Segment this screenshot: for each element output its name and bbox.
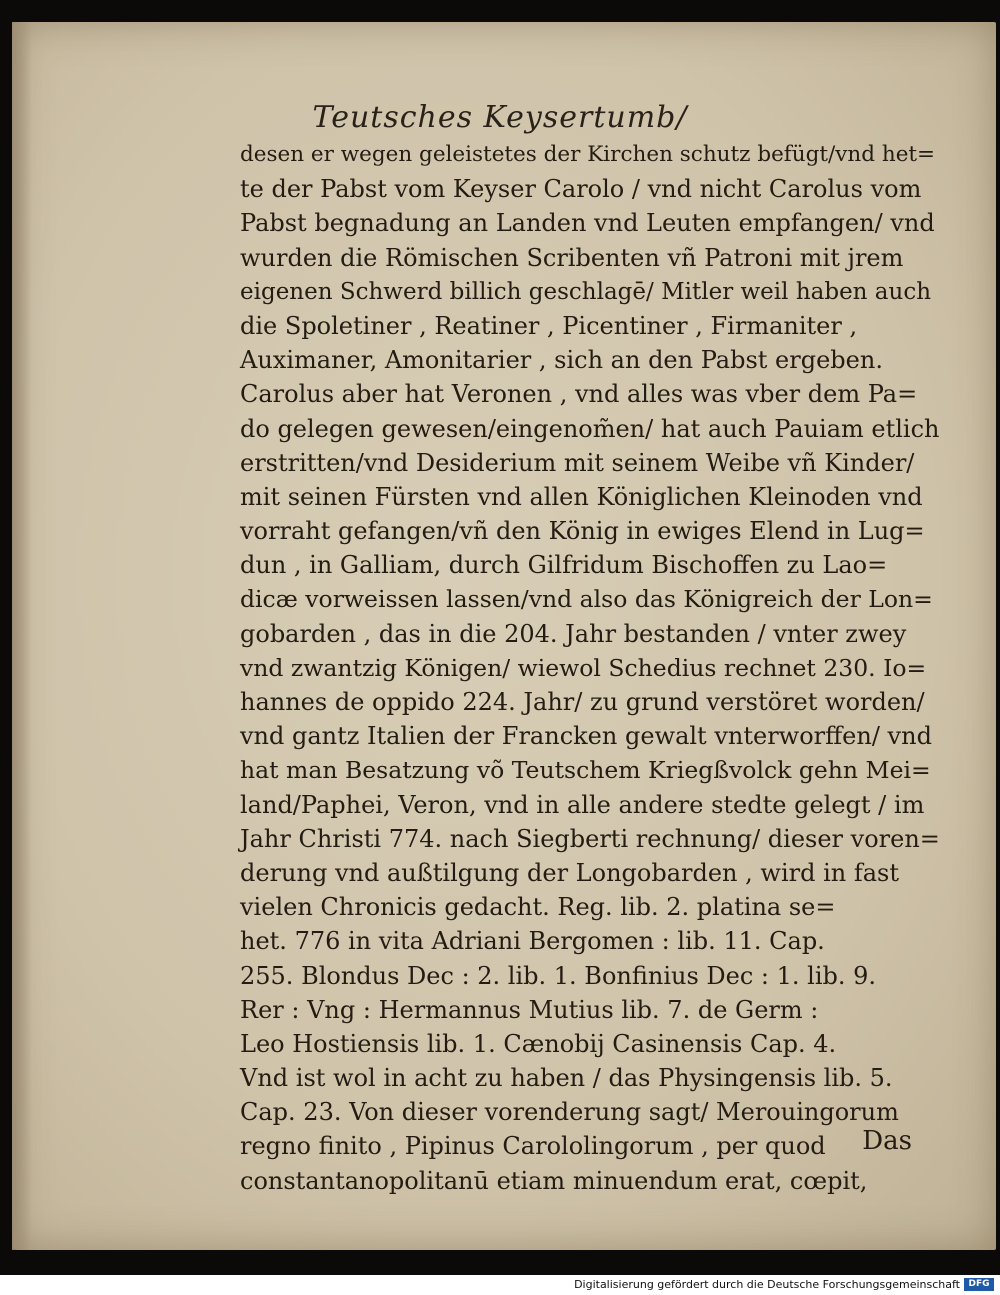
text-line: dicæ vorweissen lassen/vnd also das Königreich der Lon= (240, 585, 933, 614)
text-line: 255. Blondus Dec : 2. lib. 1. Bonfinius Dec : 1. lib. 9. (240, 961, 877, 990)
text-line: desen er wegen geleistetes der Kirchen schutz befügt/vnd het= (240, 142, 936, 167)
funding-notice: Digitalisierung gefördert durch die Deutsche Forschungsgemeinschaft (574, 1278, 960, 1291)
text-line: do gelegen gewesen/eingenom̃en/ hat auch Pauiam etlich (240, 414, 940, 443)
text-line: derung vnd außtilgung der Longobarden , wird in fast (240, 858, 899, 887)
text-line: Cap. 23. Von dieser vorenderung sagt/ Merouingorum (240, 1098, 899, 1127)
text-line: regno finito , Pipinus Carololingorum , per quod (240, 1132, 826, 1161)
text-line: mit seinen Fürsten vnd allen Königlichen Kleinoden vnd (240, 482, 923, 511)
text-line: te der Pabst vom Keyser Carolo / vnd nicht Carolus vom (240, 175, 922, 204)
dfg-logo-icon: DFG (964, 1278, 994, 1291)
page-gutter-shadow (12, 22, 32, 1250)
text-line: eigenen Schwerd billich geschlagē/ Mitler weil haben auch (240, 278, 932, 305)
text-line: vnd gantz Italien der Francken gewalt vnterworffen/ vnd (240, 722, 932, 751)
text-line: die Spoletiner , Reatiner , Picentiner , Firmaniter , (240, 311, 858, 340)
footer-bar (0, 1275, 1000, 1295)
text-line: dun , in Galliam, durch Gilfridum Bischoffen zu Lao= (240, 551, 888, 580)
text-line: Pabst begnadung an Landen vnd Leuten empfangen/ vnd (240, 209, 935, 238)
text-line: Rer : Vng : Hermannus Mutius lib. 7. de Germ : (240, 995, 819, 1024)
text-line: land/Paphei, Veron, vnd in alle andere stedte gelegt / im (240, 790, 925, 819)
text-line: Carolus aber hat Veronen , vnd alles was vber dem Pa= (240, 380, 918, 409)
text-line: het. 776 in vita Adriani Bergomen : lib. 11. Cap. (240, 927, 825, 956)
text-line: hat man Besatzung võ Teutschem Kriegßvolck gehn Mei= (240, 756, 931, 785)
text-line: vnd zwantzig Königen/ wiewol Schedius rechnet 230. Io= (240, 653, 927, 682)
text-line: Auximaner, Amonitarier , sich an den Pabst ergeben. (240, 346, 883, 375)
text-line: constantanopolitanū etiam minuendum erat, cœpit, (240, 1166, 868, 1195)
text-line: vorraht gefangen/vñ den König in ewiges Elend in Lug= (240, 517, 925, 546)
text-line: vielen Chronicis gedacht. Reg. lib. 2. platina se= (240, 893, 836, 922)
text-line: gobarden , das in die 204. Jahr bestanden / vnter zwey (240, 619, 907, 648)
text-line: Jahr Christi 774. nach Siegberti rechnung/ dieser voren= (240, 824, 940, 853)
text-line: hannes de oppido 224. Jahr/ zu grund verstöret worden/ (240, 688, 925, 716)
text-line: wurden die Römischen Scribenten vñ Patroni mit jrem (240, 243, 904, 272)
text-line: Leo Hostiensis lib. 1. Cænobij Casinensis Cap. 4. (240, 1029, 837, 1058)
catchword: Das (862, 1126, 912, 1156)
text-line: erstritten/vnd Desiderium mit seinem Weibe vñ Kinder/ (240, 448, 915, 477)
running-head: Teutsches Keysertumb/ (312, 100, 688, 135)
body-text (240, 138, 940, 1198)
text-line: Vnd ist wol in acht zu haben / das Physingensis lib. 5. (240, 1064, 893, 1093)
